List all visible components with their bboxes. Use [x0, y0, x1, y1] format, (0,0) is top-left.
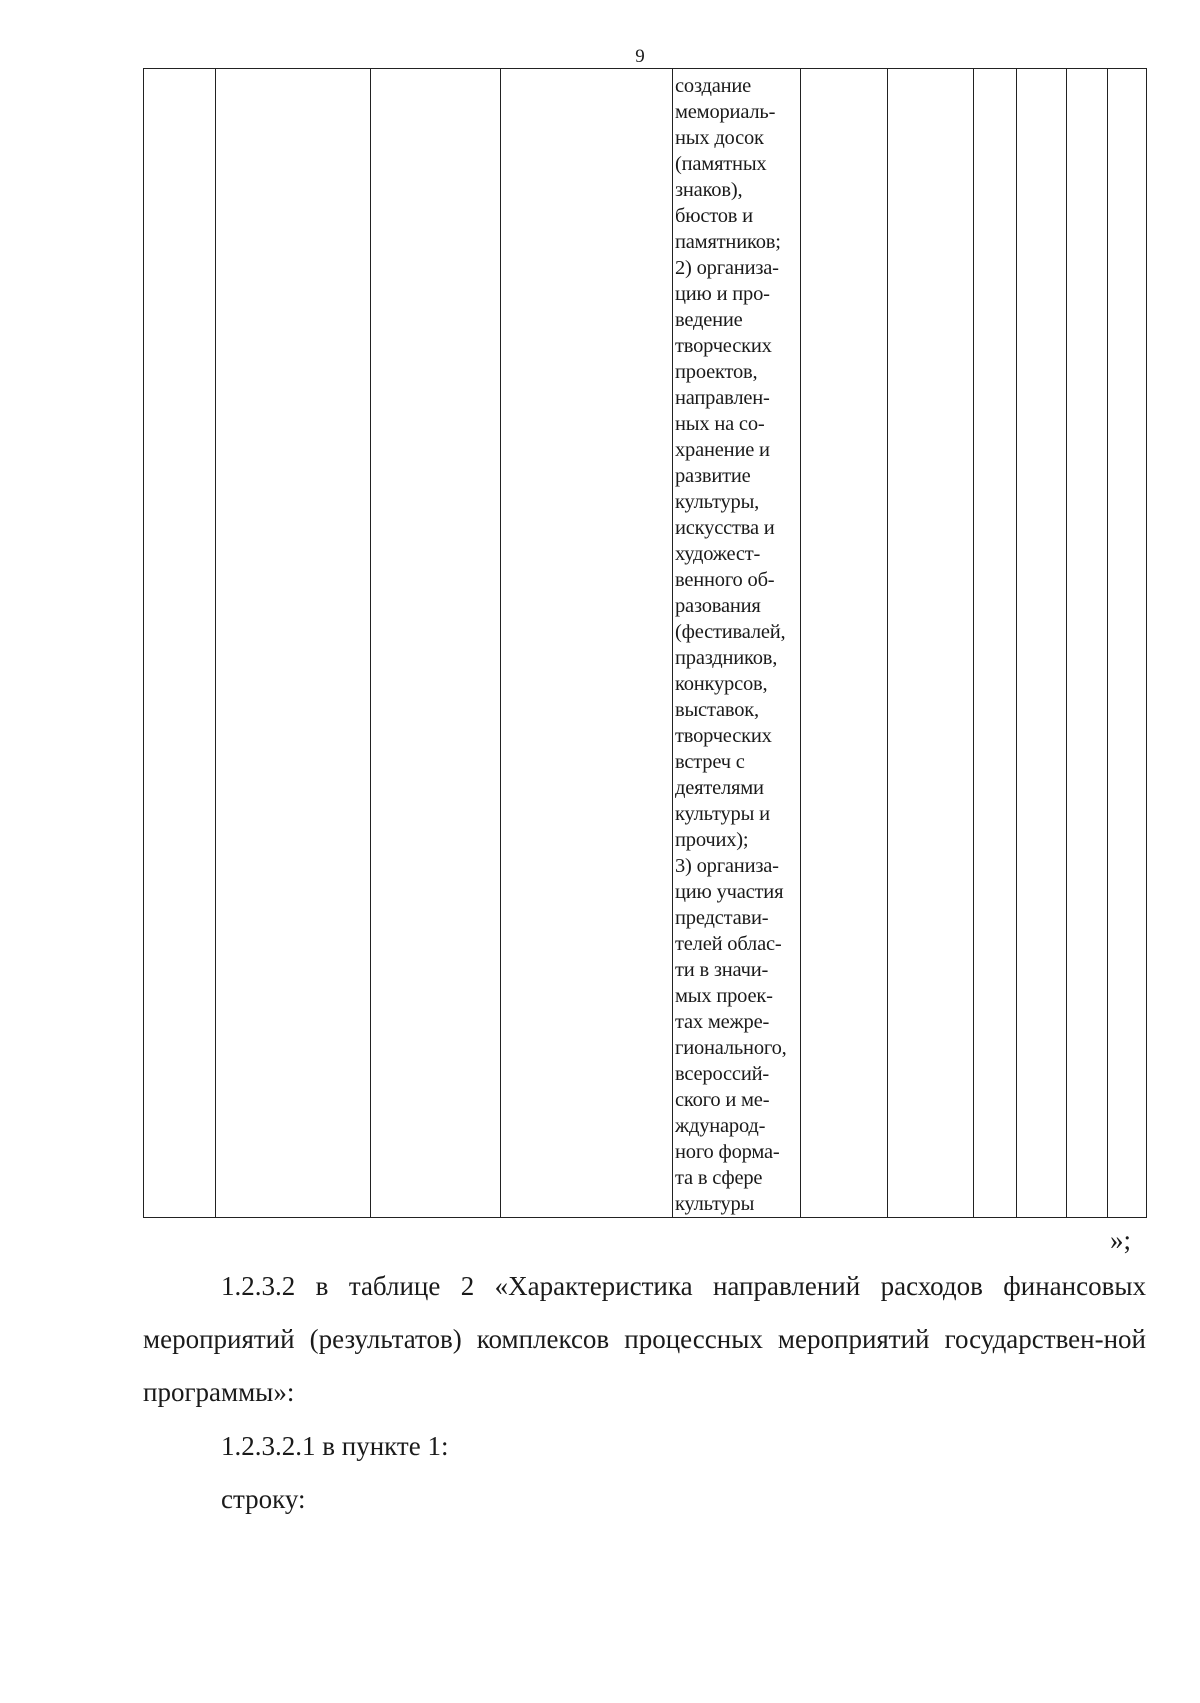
- paragraph-point: 1.2.3.2.1 в пункте 1:: [221, 1431, 449, 1461]
- page-number: 9: [635, 46, 645, 67]
- closing-quote: »;: [1110, 1225, 1132, 1255]
- table-cell-empty: [801, 69, 888, 1218]
- continuation-table: [143, 68, 1147, 1218]
- table-cell-empty: [888, 69, 974, 1218]
- table-cell-empty: [1017, 69, 1067, 1218]
- table-row: [144, 69, 1147, 1218]
- table-cell-empty: [1108, 69, 1147, 1218]
- table-cell-description: создание мемориаль- ных досок (памятных знаков), бюстов и памятников; 2) организа- цию и про- ведение творческих проектов, направлен- ных на со- хранение и развитие культуры, искусства и художест- венного об- разования (фестивалей, праздников, конкурсов, выставок, творческих встреч с деятелями культуры и прочих); 3) организа- цию участия представи- телей облас- ти в значи- мых проек- тах межре- гионального, всероссий- ского и ме- ждународ- ного форма- та в сфере культуры: [673, 69, 801, 1218]
- paragraph-line: строку:: [221, 1484, 306, 1514]
- table-cell-empty: [501, 69, 673, 1218]
- table-cell-empty: [144, 69, 216, 1218]
- table-cell-empty: [1067, 69, 1108, 1218]
- table-cell-empty: [974, 69, 1017, 1218]
- table-cell-empty: [371, 69, 501, 1218]
- paragraph-amendment: 1.2.3.2 в таблице 2 «Характеристика направлений расходов финансовых мероприятий (результатов) комплексов процессных мероприятий государствен-ной программы»:: [143, 1271, 1146, 1407]
- table-cell-empty: [216, 69, 371, 1218]
